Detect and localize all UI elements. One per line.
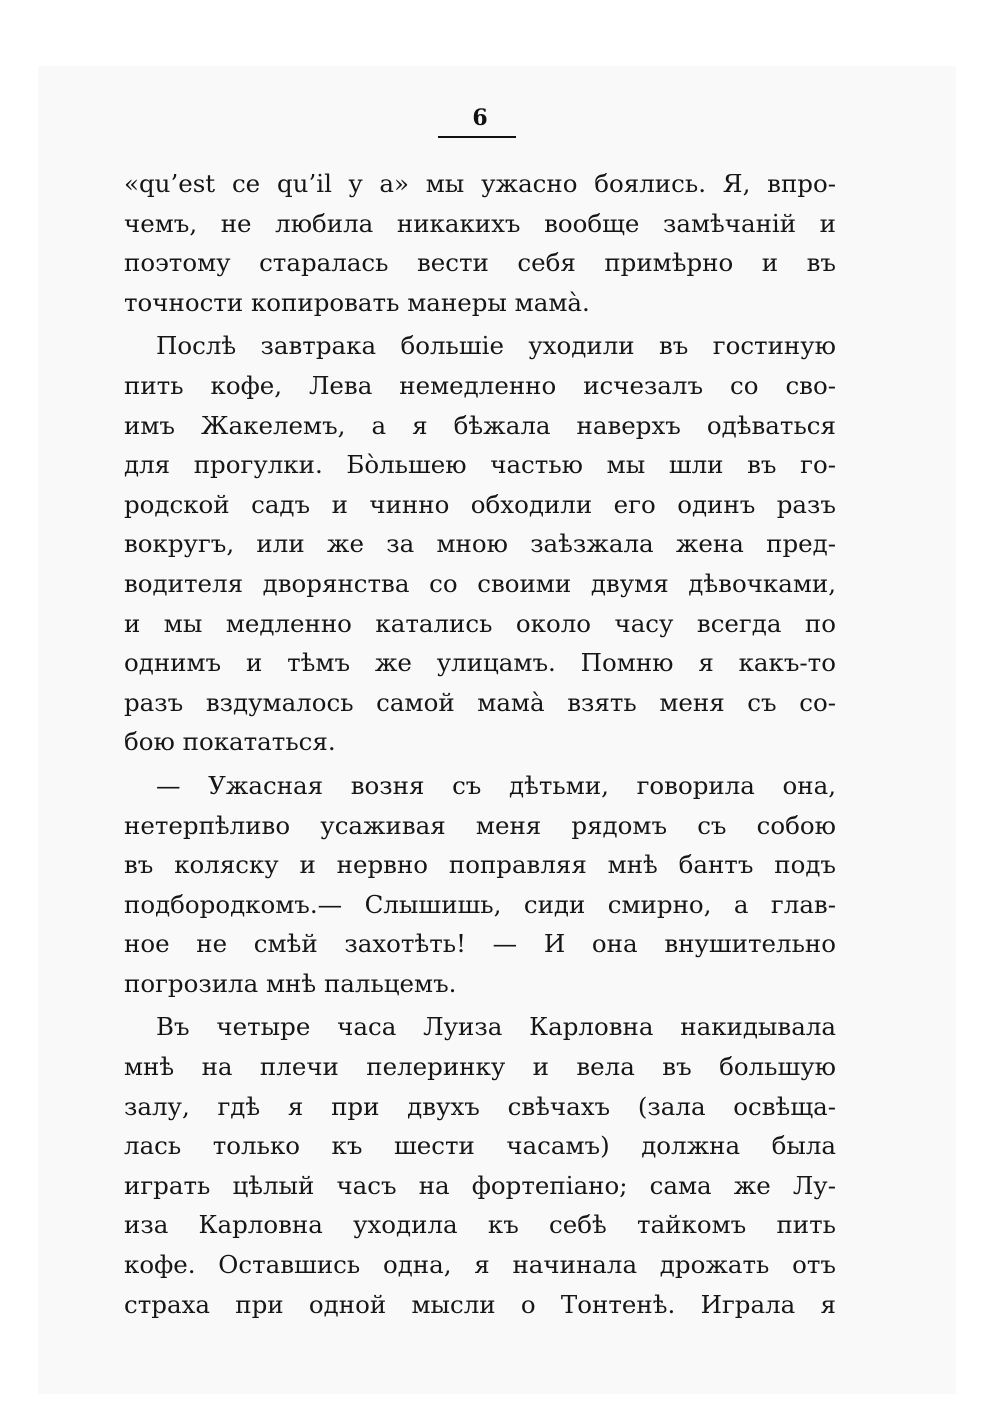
text-line: въ коляску и нервно поправляя мнѣ бантъ подъ <box>124 850 836 880</box>
text-line: Послѣ завтрака большіе уходили въ гостиную <box>156 331 836 361</box>
text-line: — Ужасная возня съ дѣтьми, говорила она, <box>156 770 836 800</box>
text-line: ное не смѣй захотѣть! — И она внушительно <box>124 929 836 959</box>
text-line: чемъ, не любила никакихъ вообще замѣчаній и <box>124 208 836 238</box>
text-line: однимъ и тѣмъ же улицамъ. Помню я какъ-то <box>124 648 836 678</box>
text-line: погрозила мнѣ пальцемъ. <box>124 968 457 998</box>
text-line: и мы медленно катались около часу всегда по <box>124 608 836 638</box>
text-line: разъ вздумалось самой мама̀ взять меня съ со- <box>124 687 836 717</box>
text-line: иза Карловна уходила къ себѣ тайкомъ пить <box>124 1210 836 1240</box>
text-line: нетерпѣливо усаживая меня рядомъ съ собою <box>124 810 836 840</box>
text-line: подбородкомъ.— Слышишь, сиди смирно, а глав- <box>124 889 836 919</box>
text-line: вокругъ, или же за мною заѣзжала жена пред- <box>124 529 836 559</box>
text-line: пить кофе, Лева немедленно исчезалъ со сво- <box>124 370 836 400</box>
text-line: поэтому старалась вести себя примѣрно и въ <box>124 248 836 278</box>
text-line: «qu’est ce qu’il y a» мы ужасно боялись. Я, впро- <box>124 169 836 198</box>
page-number-rule <box>438 136 516 138</box>
page-number: 6 <box>472 105 488 131</box>
text-line: страха при одной мысли о Тонтенѣ. Играла я <box>124 1289 836 1319</box>
text-line: залу, гдѣ я при двухъ свѣчахъ (зала освѣща- <box>124 1091 836 1121</box>
text-line: кофе. Оставшись одна, я начинала дрожать отъ <box>124 1250 836 1280</box>
text-line: бою покататься. <box>124 727 336 757</box>
text-line: для прогулки. Бо̀льшею частью мы шли въ го- <box>124 450 836 480</box>
text-line: водителя дворянства со своими двумя дѣвочками, <box>124 568 836 598</box>
text-line: точности копировать манеры мама̀. <box>124 287 590 317</box>
paragraph-3 <box>124 766 836 1004</box>
text-line: мнѣ на плечи пелеринку и вела въ большую <box>124 1052 836 1082</box>
paragraph-4 <box>124 1007 836 1324</box>
paragraph-2 <box>124 326 836 762</box>
text-line: родской садъ и чинно обходили его одинъ разъ <box>124 489 836 519</box>
body-text <box>124 164 836 1324</box>
text-line: имъ Жакелемъ, а я бѣжала наверхъ одѣваться <box>124 410 836 440</box>
text-line: Въ четыре часа Луиза Карловна накидывала <box>156 1012 836 1042</box>
text-line: играть цѣлый часъ на фортепіано; сама же Лу- <box>124 1170 836 1200</box>
paragraph-1 <box>124 164 836 322</box>
text-line: лась только къ шести часамъ) должна была <box>124 1131 836 1161</box>
